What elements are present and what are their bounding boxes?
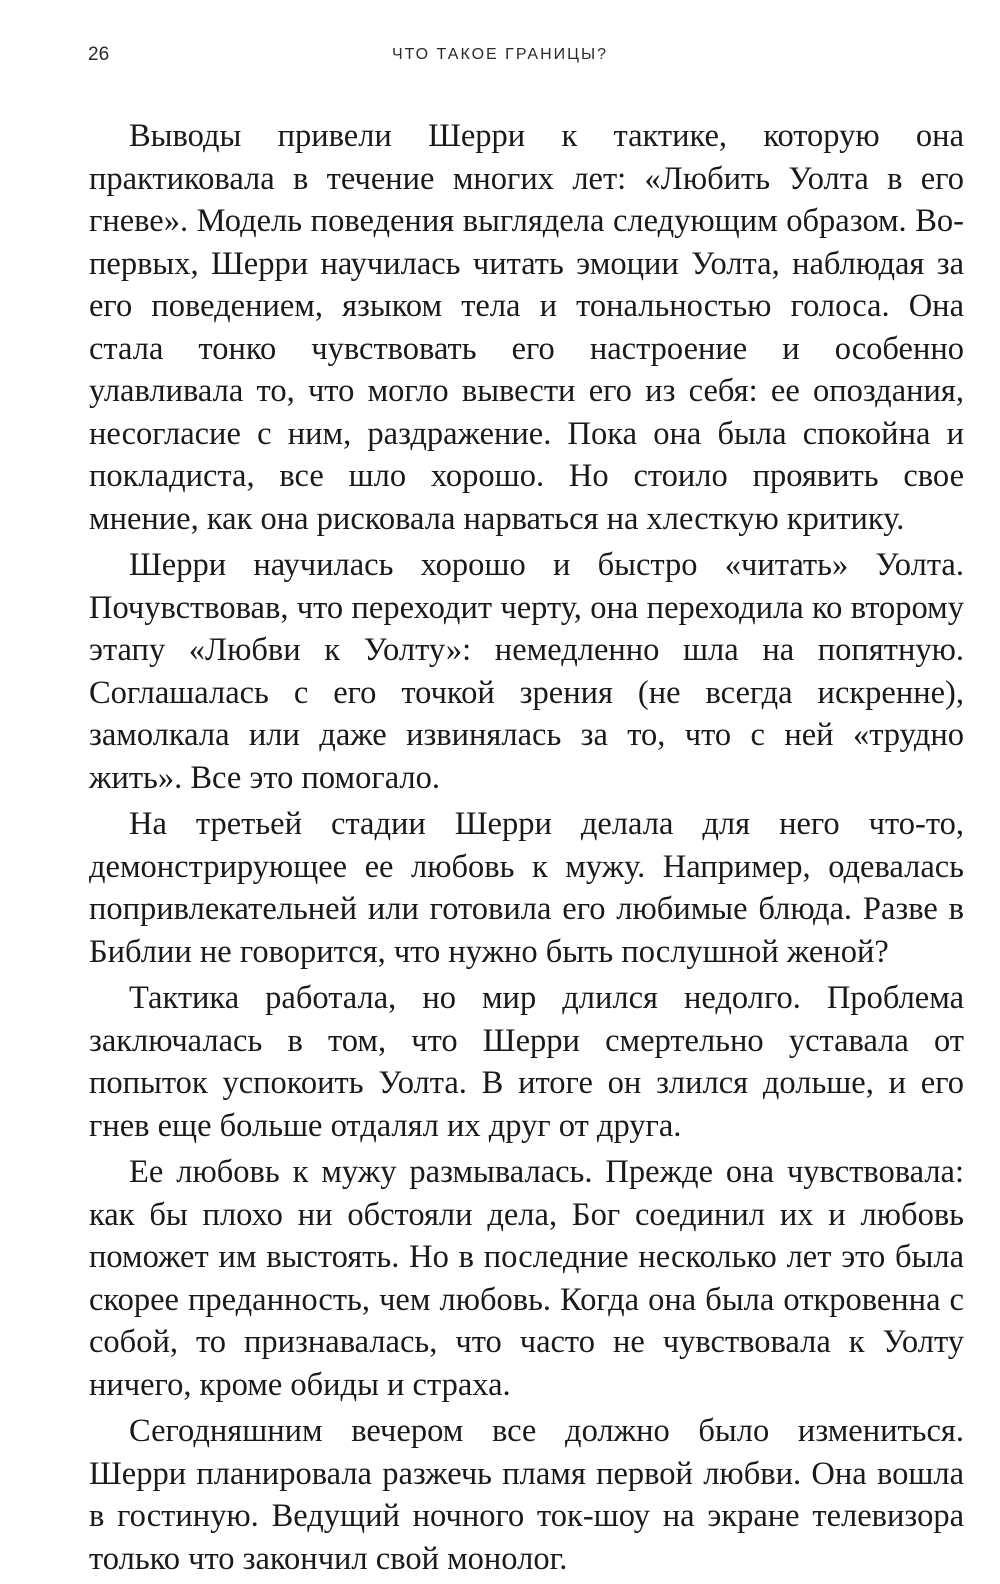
running-head: ЧТО ТАКОЕ ГРАНИЦЫ?: [391, 46, 609, 63]
paragraph: Тактика работала, но мир длился недолго. Проблема заключалась в том, что Шерри смертельно уставала от попыток успокоить Уолта. В итоге он злился дольше, и его гнев еще больше отдалял их друг от друга.: [89, 980, 964, 1144]
paragraph: На третьей стадии Шерри делала для него что-то, демонстрирующее ее любовь к мужу. Например, одевалась попривлекательней или готовила его любимые блюда. Разве в Библии не говорится, что нужно быть послушной женой?: [89, 806, 964, 970]
paragraph: Выводы привели Шерри к тактике, которую она практиковала в течение многих лет: «Любить Уолта в его гневе». Модель поведения выглядела следующим образом. Во-первых, Шерри научилась читать эмоции Уолта, наблюдая за его поведением, языком тела и тональностью голоса. Она стала тонко чувствовать его настроение и особенно улавливала то, что могло вывести его из себя: ее опоздания, несогласие с ним, раздражение. Пока она была спокойна и покладиста, все шло хорошо. Но стоило проявить свое мнение, как она рисковала нарваться на хлесткую критику.: [89, 118, 964, 537]
paragraph: Сегодняшним вечером все должно было измениться. Шерри планировала разжечь пламя первой любви. Она вошла в гостиную. Ведущий ночного ток-шоу на экране телевизора только что закончил свой монолог.: [89, 1413, 964, 1577]
body-text: [89, 115, 964, 1584]
paragraph: Шерри научилась хорошо и быстро «читать» Уолта. Почувствовав, что переходит черту, она переходила ко второму этапу «Любви к Уолту»: немедленно шла на попятную. Соглашалась с его точкой зрения (не всегда искренне), замолкала или даже извинялась за то, что с ней «трудно жить». Все это помогало.: [89, 547, 964, 796]
page-number: 26: [88, 44, 110, 65]
paragraph: Ее любовь к мужу размывалась. Прежде она чувствовала: как бы плохо ни обстояли дела, Бог соединил их и любовь поможет им выстоять. Но в последние несколько лет это была скорее преданность, чем любовь. Когда она была откровенна с собой, то признавалась, что часто не чувствовала к Уолту ничего, кроме обиды и страха.: [89, 1154, 964, 1403]
